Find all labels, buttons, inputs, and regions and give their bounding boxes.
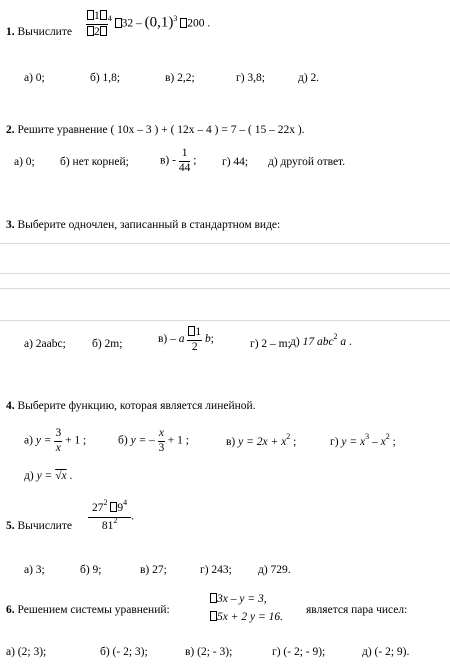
q2-text: Решите уравнение ( 10x – 3 ) + ( 12x – 4 ) = 7 – ( 15 – 22x ). (17, 124, 305, 136)
q4-fraction-a: $\frac{3}{x}$ (55, 427, 62, 454)
q2-number: 2. (6, 124, 15, 136)
q1-answer-c: в) 2,2; (165, 72, 195, 84)
q3-fraction: $\frac{1}{2}$ (187, 326, 202, 353)
q6-system: 3x – y = 3, 5x + 2 y = 16. (210, 590, 283, 626)
q5-line (6, 520, 72, 532)
q4-answer-e: д) y = √x . (24, 470, 73, 482)
q5-answer-a: а) 3; (24, 564, 45, 576)
q3-line (6, 219, 280, 231)
placeholder-box-icon (210, 593, 217, 603)
placeholder-box-icon (100, 10, 107, 20)
q6-answer-a: а) (2; 3); (6, 646, 47, 658)
q1-expression (86, 10, 210, 38)
q4-answer-d: г) $y = x^3 - x^2$ ; (330, 432, 396, 448)
q4-answer-a: а) y = $\frac{3}{x}$ + 1 ; (24, 427, 87, 454)
q2-fraction: $\frac{1}{44}$ (178, 147, 191, 174)
q1-fraction: $\frac{1}{2}$ (86, 10, 108, 38)
q4-line (6, 400, 256, 412)
q5-text: Вычислите (17, 520, 72, 532)
q1-answer-a: а) 0; (24, 72, 45, 84)
placeholder-box-icon (87, 10, 94, 20)
q1-text: Вычислите (17, 26, 72, 38)
q6-tail: является пара чисел: (306, 604, 408, 616)
q5-expression: $\frac{27^2 9^4}{81^2}$ . (88, 502, 134, 532)
q3-answer-e: д) 17 abc$^2$ a . (290, 332, 352, 348)
placeholder-box-icon (87, 26, 94, 36)
q1-end: 200 (187, 17, 205, 30)
placeholder-box-icon (100, 26, 107, 36)
q1-answer-d: г) 3,8; (236, 72, 265, 84)
q6-answer-b: б) (- 2; 3); (100, 646, 148, 658)
q3-answer-d: г) 2 – m; (250, 338, 291, 350)
q4-answer-b: б) y = – $\frac{x}{3}$ + 1 ; (118, 427, 189, 454)
q1-dot: . (207, 17, 211, 30)
q2-answer-b: б) нет корней; (60, 156, 129, 168)
q4-number: 4. (6, 400, 15, 412)
q3-text: Выберите одночлен, записанный в стандартном виде: (17, 219, 281, 231)
q1-answer-e: д) 2. (298, 72, 320, 84)
divider (0, 273, 450, 274)
q6-text: Решением системы уравнений: (17, 604, 170, 616)
q6-number: 6. (6, 604, 15, 616)
divider (0, 288, 450, 289)
q5-answer-c: в) 27; (140, 564, 167, 576)
q5-answer-b: б) 9; (80, 564, 102, 576)
q5-answer-d: г) 243; (200, 564, 232, 576)
q6-line (6, 604, 170, 616)
q1-number: 1. (6, 26, 15, 38)
q5-number: 5. (6, 520, 15, 532)
placeholder-box-icon (115, 18, 122, 28)
divider (0, 243, 450, 244)
q1-paren: (0,1) (144, 14, 174, 31)
q2-line (6, 124, 305, 136)
q3-answer-c: в) – a $\frac{1}{2}$ b; (158, 326, 214, 353)
placeholder-box-icon (210, 611, 217, 621)
q6-answer-d: г) (- 2; - 9); (272, 646, 326, 658)
q3-number: 3. (6, 219, 15, 231)
q2-answer-e: д) другой ответ. (268, 156, 346, 168)
q5-fraction: $\frac{27^2 9^4}{81^2}$ (88, 502, 131, 532)
q4-answer-c: в) $y = 2x + x^2$ ; (226, 432, 297, 448)
sqrt-icon: √x (55, 470, 67, 482)
q3-answer-a: а) 2aabc; (24, 338, 66, 350)
q4-fraction-b: $\frac{x}{3}$ (158, 427, 165, 454)
divider (0, 320, 450, 321)
q2-answer-a: а) 0; (14, 156, 35, 168)
q1-answer-b: б) 1,8; (90, 72, 121, 84)
q1-line (6, 26, 72, 38)
q1-middle: 32 – (121, 17, 142, 30)
q6-answer-c: в) (2; - 3); (185, 646, 233, 658)
q2-answer-c: в) - $\frac{1}{44}$ ; (160, 147, 197, 174)
q1-exponent-2: 3 (173, 13, 178, 23)
q1-exponent: 4 (107, 13, 112, 23)
q4-text: Выберите функцию, которая является линейной. (17, 400, 256, 412)
q2-answer-d: г) 44; (222, 156, 249, 168)
q6-answer-e: д) (- 2; 9). (362, 646, 410, 658)
q3-answer-b: б) 2m; (92, 338, 123, 350)
q5-answer-e: д) 729. (258, 564, 291, 576)
